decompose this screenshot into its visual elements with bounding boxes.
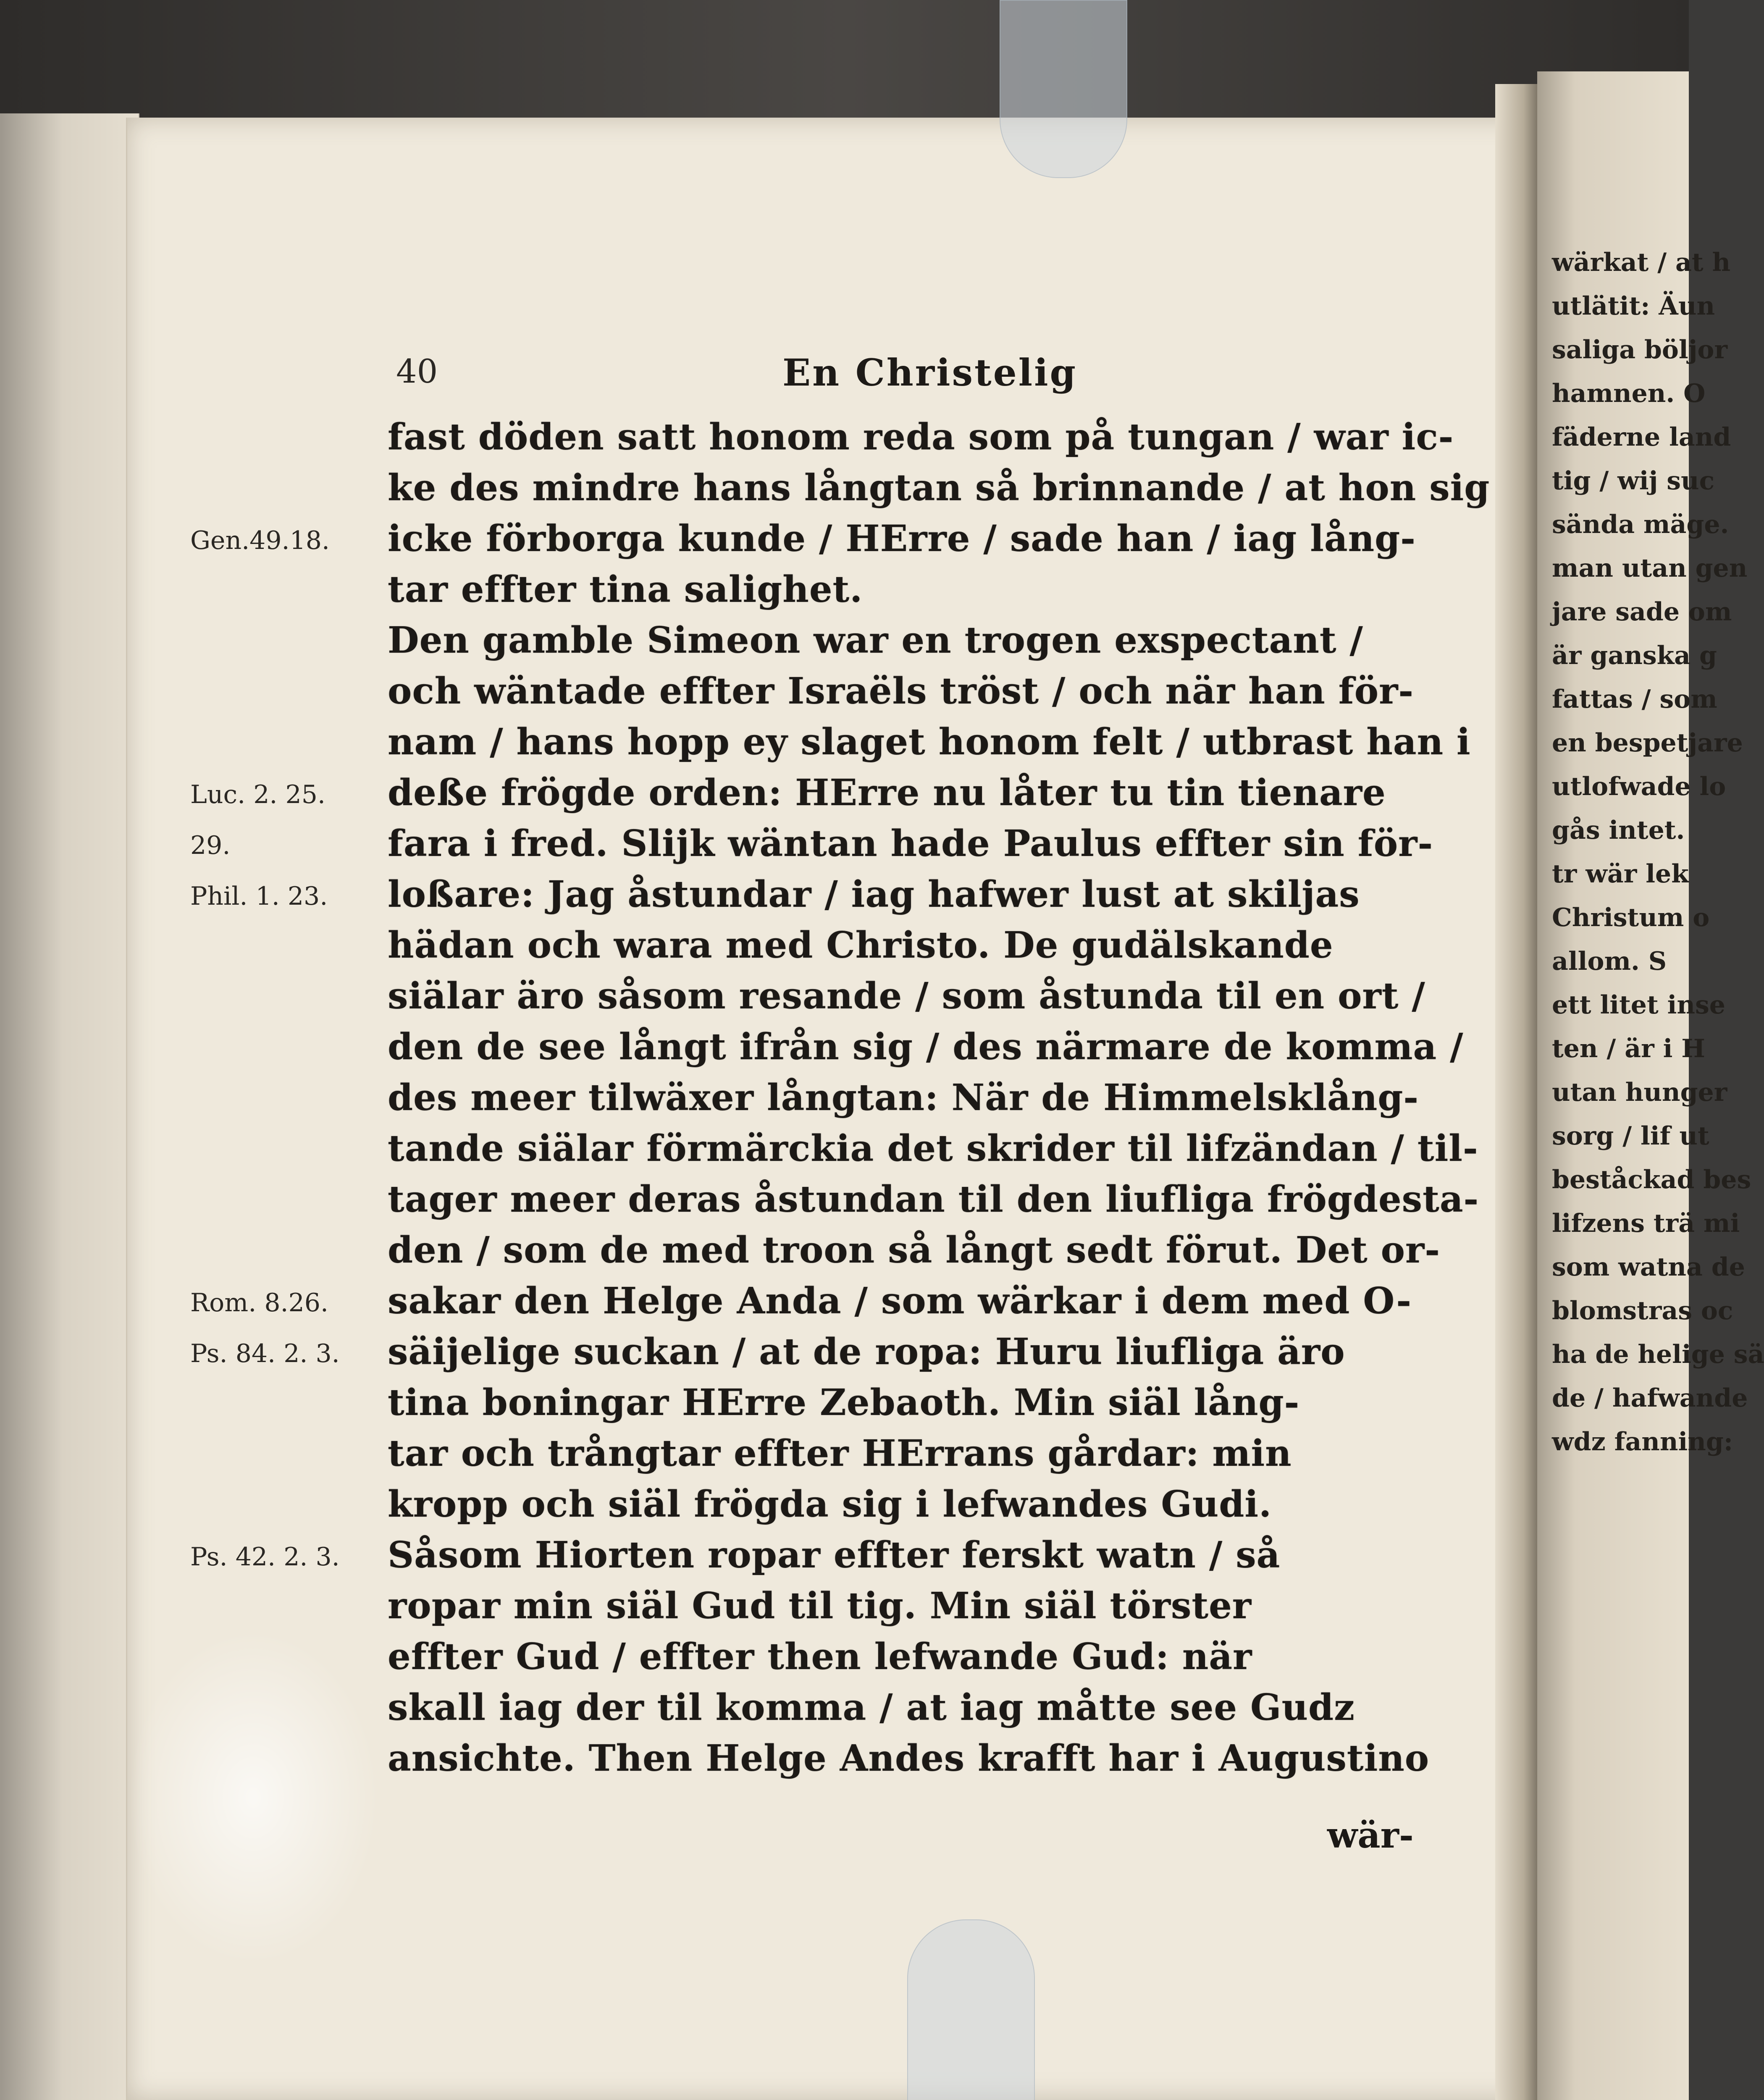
margin-reference: Luc. 2. 25.: [190, 780, 326, 809]
text-line: des meer tilwäxer långtan: När de Himmelsklång-: [388, 1076, 1419, 1119]
next-page-fragment: allom. S: [1552, 947, 1667, 976]
page-clip-top: [1000, 0, 1127, 178]
margin-reference: Gen.49.18.: [190, 526, 330, 555]
next-page-fragment: tr wär lek: [1552, 859, 1689, 889]
text-line: icke förborga kunde / HErre / sade han / iag lång-: [388, 517, 1416, 560]
next-page-fragment: en bespetjare: [1552, 728, 1743, 758]
text-line: tina boningar HErre Zebaoth. Min siäl lång-: [388, 1381, 1300, 1424]
next-page-fragment: sända mäge.: [1552, 510, 1729, 539]
text-line: fast döden satt honom reda som på tungan / war ic-: [388, 416, 1454, 458]
margin-reference: Ps. 84. 2. 3.: [190, 1339, 340, 1368]
page-stain: [127, 1630, 379, 1966]
text-line: sakar den Helge Anda / som wärkar i dem med O-: [388, 1280, 1412, 1322]
next-page-fragment: gås intet.: [1552, 816, 1685, 845]
next-page-fragment: blomstras oc: [1552, 1296, 1733, 1326]
text-line: Såsom Hiorten ropar effter ferskt watn / så: [388, 1534, 1281, 1576]
next-page-fragment: ha de helige sä: [1552, 1340, 1764, 1369]
text-line: tager meer deras åstundan til den liufliga frögdesta-: [388, 1178, 1479, 1221]
next-page-fragment: lifzens trä mi: [1552, 1209, 1740, 1238]
page-clip-bottom: [907, 1919, 1035, 2100]
text-line: den de see långt ifrån sig / des närmare de komma /: [388, 1026, 1464, 1068]
text-line: kropp och siäl frögda sig i lefwandes Gudi.: [388, 1483, 1272, 1525]
next-page-fragment: är ganska g: [1552, 641, 1717, 670]
text-line: deße frögde orden: HErre nu låter tu tin tienare: [388, 772, 1386, 814]
catchword: wär-: [1327, 1814, 1414, 1856]
page-number: 40: [396, 353, 438, 391]
text-line: tar effter tina salighet.: [388, 568, 863, 611]
next-page-fragment: utlofwade lo: [1552, 772, 1726, 801]
next-page-fragment: Christum o: [1552, 903, 1710, 932]
next-page-fragment: de / hafwande: [1552, 1383, 1748, 1413]
text-line: ropar min siäl Gud til tig. Min siäl törster: [388, 1585, 1252, 1627]
text-line: nam / hans hopp ey slaget honom felt / utbrast han i: [388, 721, 1471, 763]
running-title: En Christelig: [782, 351, 1078, 394]
page-header: [127, 353, 1547, 403]
next-page-fragment: beståckad bes: [1552, 1165, 1751, 1194]
text-line: hädan och wara med Christo. De gudälskande: [388, 924, 1334, 966]
next-page-fragment: ett litet inse: [1552, 990, 1725, 1020]
text-line: och wäntade effter Israëls tröst / och när han för-: [388, 670, 1414, 712]
text-line: ansichte. Then Helge Andes krafft har i Augustino: [388, 1737, 1430, 1780]
next-page-fragment: fattas / som: [1552, 685, 1717, 714]
next-page-fragment: utan hunger: [1552, 1078, 1727, 1107]
text-line: tande siälar förmärckia det skrider til lifzändan / til-: [388, 1127, 1478, 1170]
body-text: [388, 412, 1555, 1784]
next-page-fragment: sorg / lif ut: [1552, 1121, 1709, 1151]
text-line: den / som de med troon så långt sedt förut. Det or-: [388, 1229, 1441, 1271]
text-line: siälar äro såsom resande / som åstunda til en ort /: [388, 975, 1425, 1017]
next-page-fragment: som watna de: [1552, 1252, 1745, 1282]
text-line: tar och trångtar effter HErrans gårdar: min: [388, 1432, 1292, 1475]
next-page-fragment: jare sade om: [1552, 597, 1732, 627]
book-page: [126, 118, 1547, 2100]
text-line: fara i fred. Slijk wäntan hade Paulus effter sin för-: [388, 822, 1433, 865]
next-page-fragment: wärkat / at h: [1552, 248, 1731, 277]
text-line: effter Gud / effter then lefwande Gud: när: [388, 1635, 1252, 1678]
next-page-fragment: ten / är i H: [1552, 1034, 1705, 1063]
next-page-fragment: tig / wij suc: [1552, 466, 1715, 496]
text-line: säijelige suckan / at de ropa: Huru liufliga äro: [388, 1331, 1345, 1373]
margin-reference: 29.: [190, 831, 231, 860]
next-page-fragment: utlätit: Äun: [1552, 291, 1715, 321]
next-page-fragment: fäderne land: [1552, 423, 1731, 452]
left-page-edge: [0, 113, 139, 2100]
text-line: Den gamble Simeon war en trogen exspectant /: [388, 619, 1363, 662]
text-line: loßare: Jag åstundar / iag hafwer lust at skiljas: [388, 873, 1360, 916]
next-page-fragment: hamnen. O: [1552, 379, 1706, 408]
text-line: skall iag der til komma / at iag måtte see Gudz: [388, 1686, 1355, 1729]
next-page-fragment: wdz fanning:: [1552, 1427, 1733, 1457]
margin-reference: Rom. 8.26.: [190, 1288, 329, 1318]
next-page-fragment: saliga böljor: [1552, 335, 1728, 365]
text-line: ke des mindre hans långtan så brinnande / at hon sig: [388, 467, 1490, 509]
next-page-fragment: man utan gen: [1552, 554, 1748, 583]
margin-reference: Ps. 42. 2. 3.: [190, 1542, 340, 1572]
margin-reference: Phil. 1. 23.: [190, 882, 328, 911]
